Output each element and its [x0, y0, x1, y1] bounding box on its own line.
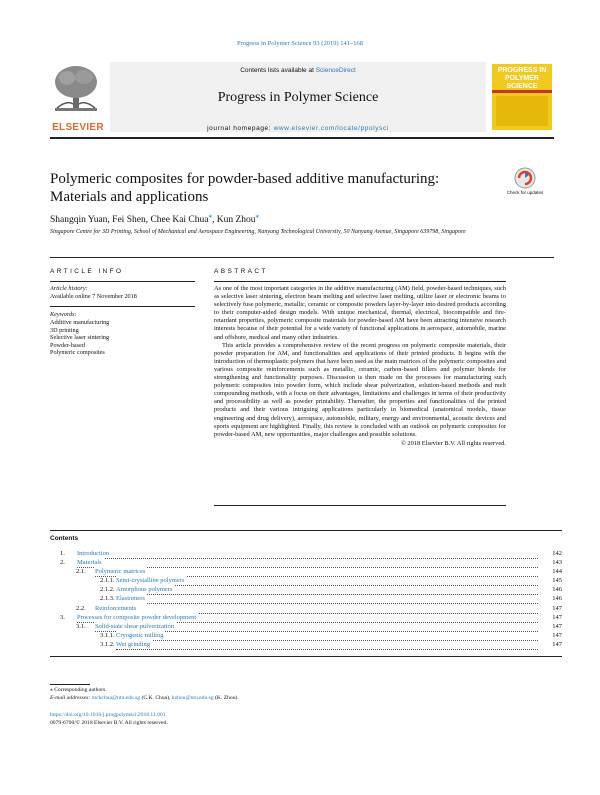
toc-link[interactable]: Semi-crystalline polymers: [116, 577, 185, 585]
toc-number: 2.2.: [76, 604, 86, 612]
publisher-name: ELSEVIER: [52, 122, 104, 133]
keyword: Selective laser sintering: [50, 334, 110, 341]
cover-image: [496, 96, 548, 126]
article-info-rule: [50, 281, 195, 282]
header-rule: [50, 137, 554, 139]
toc-page-number: 147: [552, 640, 562, 648]
toc-number: 3.1.1.: [100, 631, 115, 639]
article-title: Polymeric composites for powder-based additive manufacturing: Materials and applications: [50, 171, 440, 205]
toc-number: 3.: [60, 613, 65, 621]
corresponding-marker[interactable]: ⁎: [208, 212, 212, 220]
email-link[interactable]: mckchua@ntu.edu.sg: [91, 694, 141, 701]
toc-row[interactable]: [50, 594, 562, 603]
cover-stripe: [492, 90, 552, 93]
email-note: E-mail addresses: mckchua@ntu.edu.sg (C.K. Chua), kzhou@ntu.edu.sg (K. Zhou).: [50, 694, 239, 701]
doi-link[interactable]: https://doi.org/10.1016/j.progpolymsci.2018.11.001: [50, 712, 166, 718]
journal-homepage: journal homepage: www.elsevier.com/locate/ppolysci: [207, 125, 389, 132]
abstract-heading: ABSTRACT: [214, 268, 268, 275]
toc-page-number: 146: [552, 586, 562, 594]
toc-page-number: 147: [552, 604, 562, 612]
article-info-heading: ARTICLE INFO: [50, 268, 124, 275]
affiliation-rule: [50, 257, 554, 258]
footnote-rule: [50, 684, 90, 685]
toc-row[interactable]: [50, 576, 562, 585]
toc-number: 1.: [60, 550, 65, 557]
toc-leader-dots: [116, 640, 538, 650]
toc-link[interactable]: Solid-state shear pulverization: [95, 622, 175, 630]
contents-heading: Contents: [50, 535, 79, 542]
sciencedirect-link[interactable]: ScienceDirect: [315, 67, 356, 74]
contents-top-rule: [50, 530, 562, 531]
toc-number: 2.: [60, 559, 65, 567]
toc-link[interactable]: Cryogenic milling: [116, 631, 164, 639]
toc-link[interactable]: Elastomers: [116, 595, 145, 603]
toc-page-number: 144: [552, 568, 562, 576]
keyword: Powder-based: [50, 341, 85, 349]
contents-bottom-rule: [50, 656, 562, 657]
history-rule: [50, 306, 195, 307]
toc-number: 3.1.2.: [100, 640, 115, 648]
check-for-updates-icon[interactable]: [508, 166, 542, 202]
toc-link[interactable]: Polymeric matrices: [95, 568, 146, 576]
toc-page-number: 147: [552, 613, 562, 621]
toc-page-number: 143: [552, 559, 562, 567]
toc-number: 2.1.3.: [100, 595, 115, 603]
toc-page-number: 147: [552, 622, 562, 630]
cover-title: PROGRESS IN POLYMER SCIENCE: [497, 67, 547, 90]
contents-available-line: Contents lists available at ScienceDirect: [240, 67, 356, 74]
toc-link[interactable]: Processes for composite powder development: [77, 613, 197, 621]
abstract-rule: [214, 281, 506, 282]
toc-page-number: 146: [552, 595, 562, 603]
toc-page-number: 145: [552, 577, 562, 585]
toc-row[interactable]: [50, 549, 562, 558]
toc-page-number: 142: [552, 550, 562, 557]
toc-row[interactable]: [50, 631, 562, 640]
abstract-paragraph: As one of the most important categories in the additive manufacturing (AM) field, powder-based techniques, such as selective laser sintering, electron beam melting and selective laser melting, utilize laser or electronic beams to selectively fuse polymeric, metallic, ceramic or composite powders layer-by-layer into desired products according to their computer-aided design models. With unique mechanical, thermal, electrical, biocompatible and fire-retardant properties, polymeric composite materials for powder-based AM have been attracting intensive research interests because of their potential for a wide variety of functional applications in aerospace, automobile, marine and offshore, medical and many other industries.: [214, 285, 506, 341]
elsevier-tree-logo: [53, 64, 99, 112]
keyword: Polymeric composites: [50, 349, 105, 356]
toc-link[interactable]: Introduction: [77, 550, 110, 557]
toc-link[interactable]: Materials: [77, 559, 102, 567]
abstract-end-rule: [214, 505, 506, 506]
corresponding-marker[interactable]: ⁎: [255, 212, 260, 220]
corresponding-note: ⁎ Corresponding authors.: [50, 687, 107, 693]
keyword: 3D printing: [50, 326, 79, 334]
journal-name: Progress in Polymer Science: [217, 90, 379, 105]
toc-page-number: 147: [552, 631, 562, 639]
toc-link[interactable]: Amorphous polymers: [116, 586, 173, 594]
toc-number: 3.1.: [76, 622, 86, 630]
keyword-list: [50, 319, 109, 357]
affiliation: Singapore Centre for 3D Printing, School of Mechanical and Aerospace Engineering, Nanyang Technological University, 50 Nanyang Avenue, Singapore 639798, Singapore: [50, 229, 466, 235]
homepage-link[interactable]: www.elsevier.com/locate/ppolysci: [273, 125, 389, 132]
keywords-label: Keywords:: [50, 311, 77, 318]
footnotes: [50, 687, 500, 702]
toc-number: 2.1.2.: [100, 586, 115, 594]
issn-line: 0079-6700/© 2018 Elsevier B.V. All rights reserved.: [50, 720, 168, 726]
toc-link[interactable]: Wet grinding: [116, 640, 150, 648]
author-list: Shangqin Yuan, Fei Shen, Chee Kai Chua⁎, Kun Zhou⁎: [50, 212, 260, 226]
history-value: Available online 7 November 2018: [50, 293, 137, 300]
abstract-copyright: © 2018 Elsevier B.V. All rights reserved.: [400, 439, 506, 447]
journal-reference[interactable]: Progress in Polymer Science 93 (2019) 141–168: [236, 40, 363, 47]
toc-row[interactable]: [50, 622, 562, 631]
toc-row[interactable]: [50, 640, 562, 649]
toc-row[interactable]: [50, 604, 562, 613]
history-label: Article history:: [50, 285, 88, 292]
toc-row[interactable]: [50, 558, 562, 567]
abstract-body: [214, 285, 506, 448]
toc-row[interactable]: [50, 585, 562, 594]
toc-link[interactable]: Reinforcements: [95, 604, 137, 612]
toc-row[interactable]: [50, 613, 562, 622]
toc-row[interactable]: [50, 567, 562, 576]
check-for-updates-label[interactable]: Check for updates: [506, 190, 544, 195]
email-link[interactable]: kzhou@ntu.edu.sg: [171, 694, 214, 701]
toc-number: 2.1.: [76, 568, 86, 576]
table-of-contents: [50, 549, 562, 649]
toc-number: 2.1.1.: [100, 577, 115, 585]
abstract-paragraph: This article provides a comprehensive review of the recent progress on polymeric composite materials, their powder preparation for AM, and functionalities and applications of their printed products. It begins with the introduction of thermoplastic polymers that have been used as the main matrices of the polymeric composites and various composite reinforcements such as metallic, ceramic, carbon-based fillers and polymer blends for strengthening and functionality purposes. Discussion is then made on the processes for manufacturing such polymeric composites into powder form, which include shear pulverization, solution-based methods and melt compounding methods, with a focus on their advantages, limitations and challenges in terms of their productivity and processibility as well as powder printability. Thereafter, the properties and functionalities of the printed products and their various intriguing applications particularly in biomedical (anatomical models, tissue engineering and drug delivery), aerospace, automobile, military, energy and environmental, acoustic devices and sports equipment are highlighted. Finally, this review is concluded with an outlook on polymeric composites for powder-based AM, new opportunities, major challenges and possible solutions.: [214, 341, 506, 438]
keyword: Additive manufacturing: [50, 319, 110, 326]
